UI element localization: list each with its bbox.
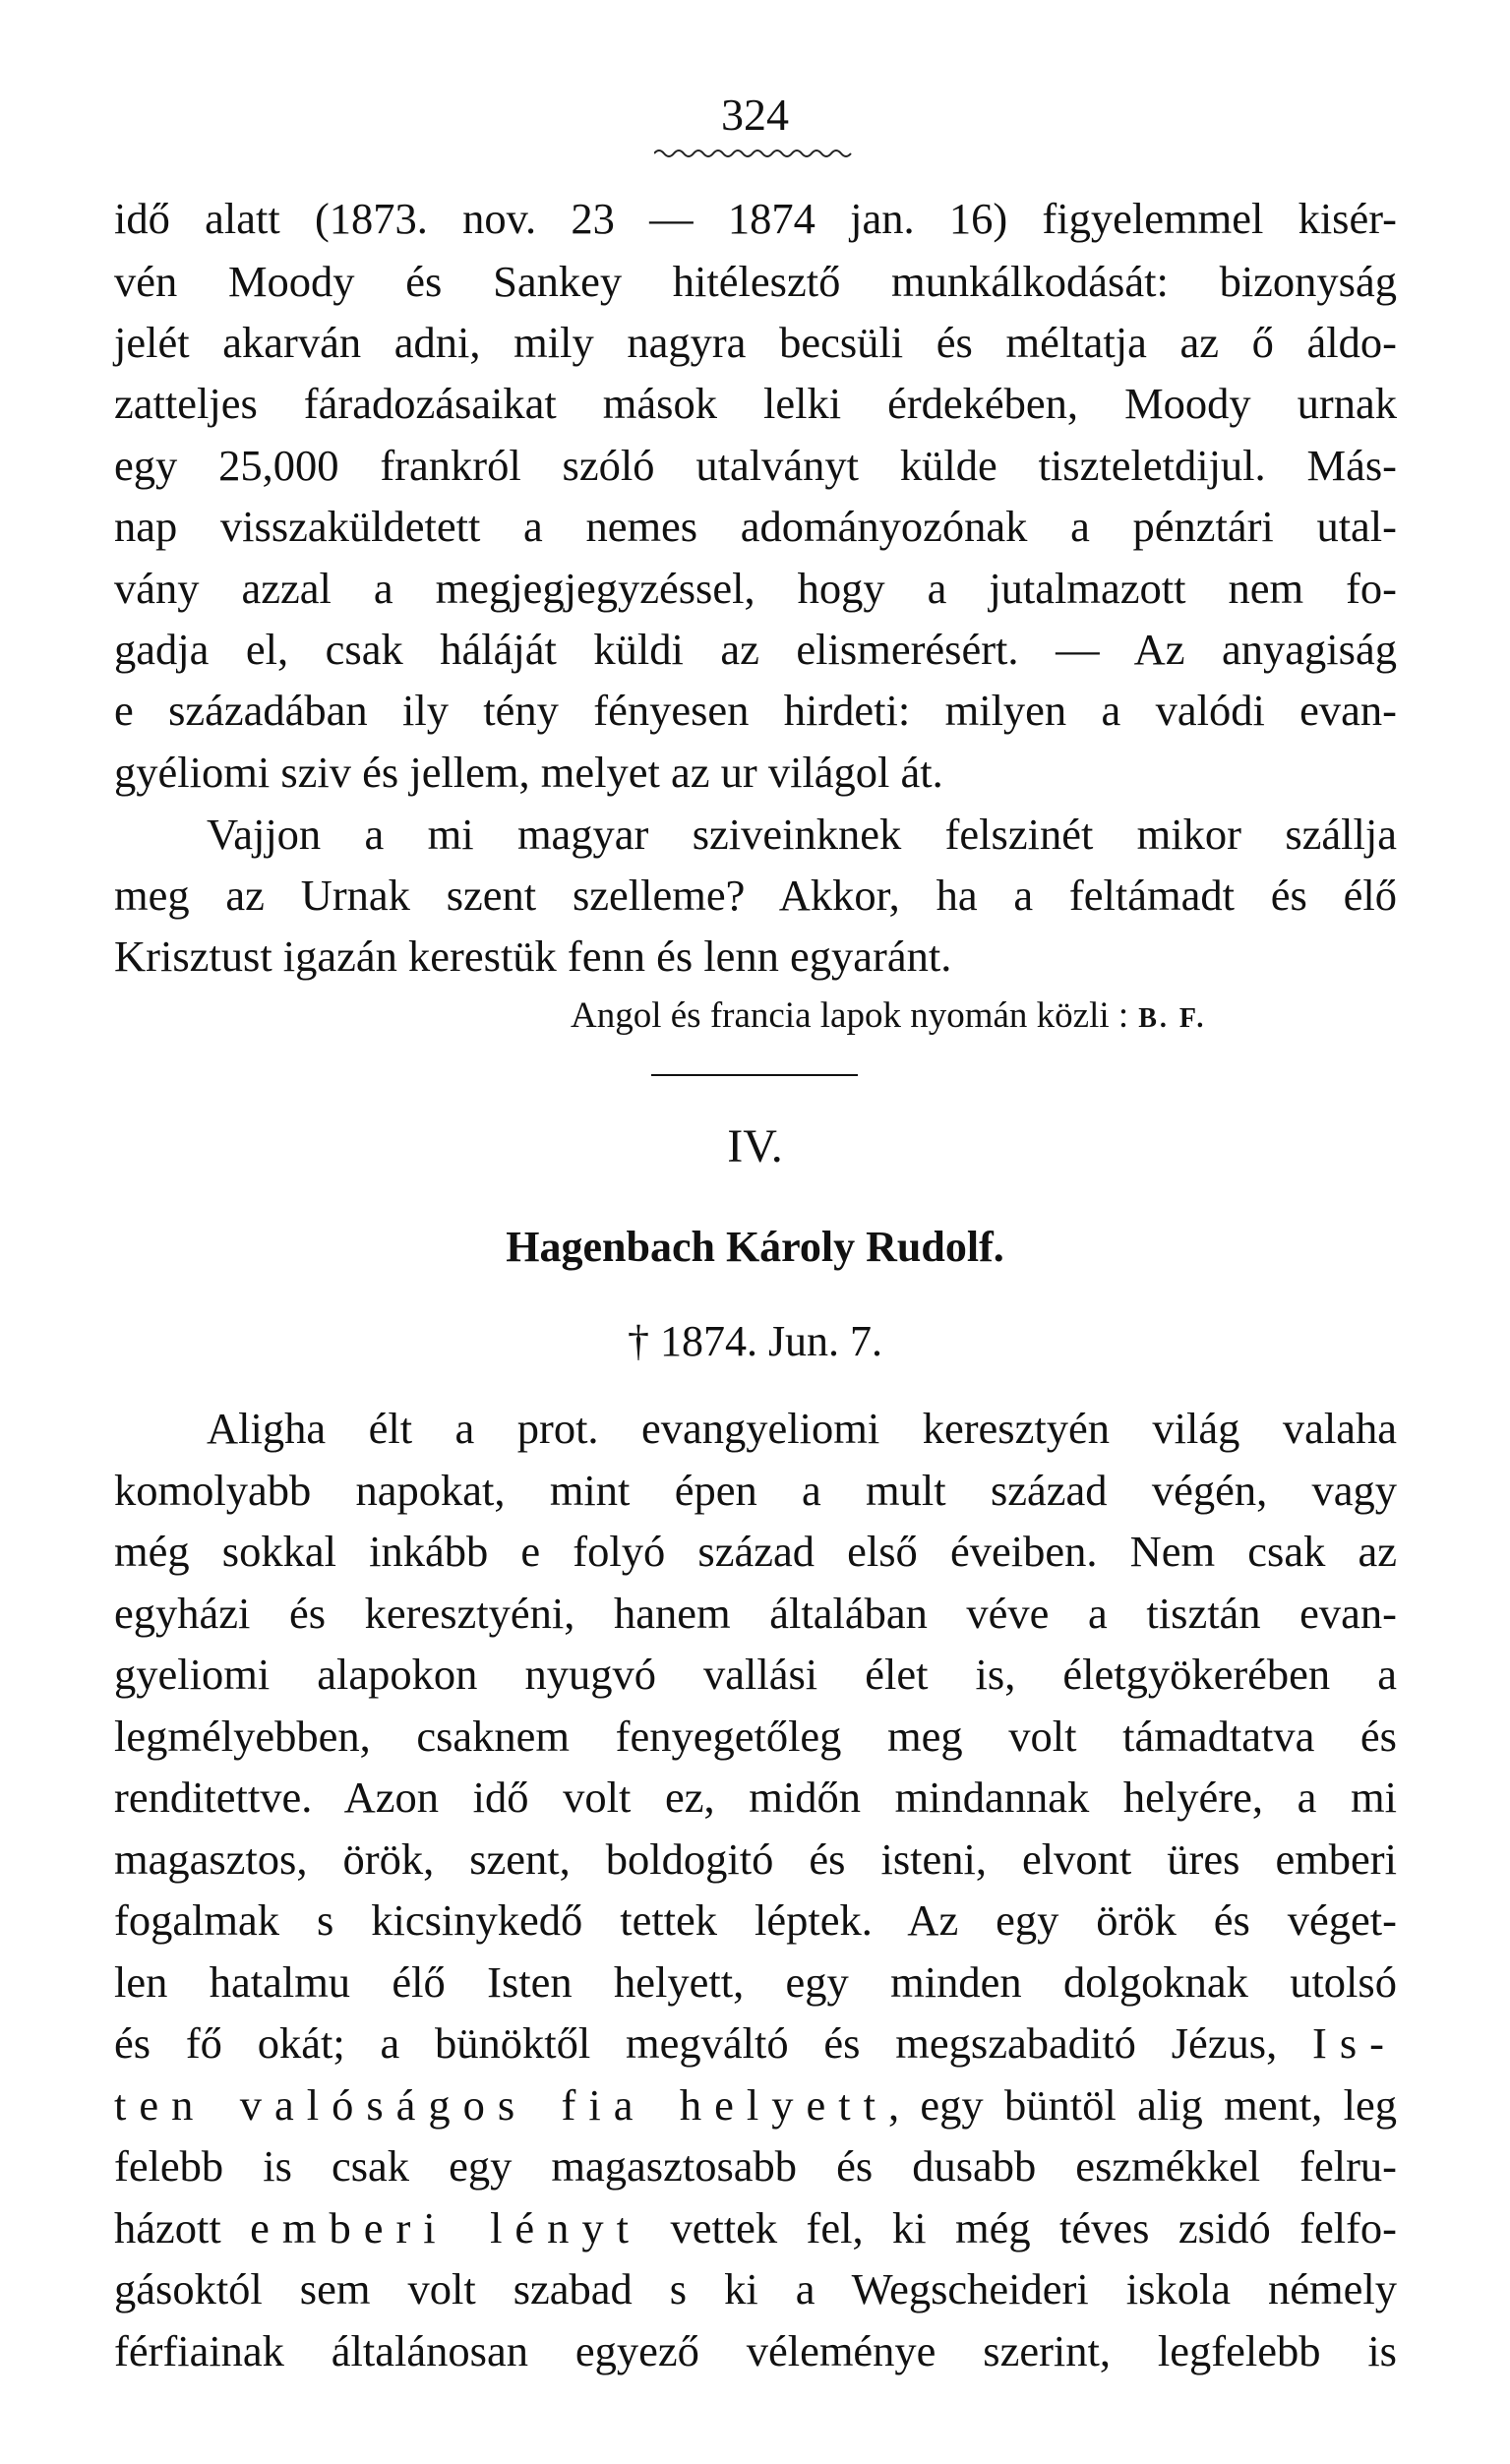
text-line: len hatalmu élő Isten helyett, egy minden dolgoknak utolsó [114,1957,1397,2007]
text-line [114,2013,1397,2073]
text-line: egyházi és keresztyéni, hanem általában véve a tisztán evan- [114,1589,1397,1638]
text-line: magasztos, örök, szent, boldogitó és isteni, elvont üres emberi [114,1834,1397,1884]
text-line: legmélyebben, csaknem fenyegetőleg meg volt támadtatva és [114,1712,1397,1761]
text-line: idő alatt (1873. nov. 23 — 1874 jan. 16) figyelemmel kisér- [114,194,1397,243]
section-number: IV. [727,1120,783,1172]
text-line: gyeliomi alapokon nyugvó vallási élet is, életgyökerében a [114,1650,1397,1699]
attribution [571,992,1206,1044]
text-line: vány azzal a megjegjegyzéssel, hogy a jutalmazott nem fo- [114,564,1397,613]
text-segment: házott [114,2203,251,2253]
text-line: gásoktól sem volt szabad s ki a Wegscheideri iskola némely [114,2264,1397,2314]
section-divider [651,1074,858,1076]
text-line: nap visszaküldetett a nemes adományozónak a pénztári utal- [114,502,1397,551]
text-line [114,2198,1397,2257]
text-line: Vajjon a mi magyar sziveinknek felszinét mikor szállja [207,810,1397,859]
text-segment: , egy büntöl alig ment, leg [887,2080,1397,2130]
text-line: fogalmak s kicsinykedő tettek léptek. Az egy örök és véget- [114,1895,1397,1945]
page-number: 324 [721,90,789,140]
text-line: jelét akarván adni, mily nagyra becsüli és méltatja az ő áldo- [114,318,1397,367]
text-line: gyéliomi sziv és jellem, melyet az ur világol át. [114,748,943,797]
text-line: még sokkal inkább e folyó század első éveiben. Nem csak az [114,1527,1397,1576]
text-line: vén Moody és Sankey hitélesztő munkálkodását: bizonyság [114,257,1397,306]
text-line: meg az Urnak szent szelleme? Akkor, ha a feltámadt és élő [114,871,1397,920]
wavy-ornament-icon [654,146,856,161]
text-line: renditettve. Azon idő volt ez, midőn mindannak helyére, a mi [114,1773,1397,1822]
spaced-text: Is- [1312,2018,1397,2068]
text-line [114,2075,1397,2134]
text-line: férfiainak általánosan egyező véleménye szerint, legfelebb is [114,2326,1397,2375]
text-line: e századában ily tény fényesen hirdeti: milyen a valódi evan- [114,686,1397,735]
text-line: egy 25,000 frankról szóló utalványt külde tiszteletdijul. Más- [114,441,1397,490]
spaced-text: emberi lényt [250,2203,642,2253]
author-initials: B. F. [1138,1003,1207,1034]
text-line: Krisztust igazán kerestük fenn és lenn egyaránt. [114,932,952,981]
death-date: † 1874. Jun. 7. [627,1317,883,1365]
text-line: zatteljes fáradozásaikat mások lelki érdekében, Moody urnak [114,379,1397,428]
attribution-text: Angol és francia lapok nyomán közli : [571,995,1129,1036]
text-line: Aligha élt a prot. evangyeliomi keresztyén világ valaha [207,1404,1397,1453]
text-line: komolyabb napokat, mint épen a mult század végén, vagy [114,1466,1397,1515]
text-line: gadja el, csak háláját küldi az elismerésért. — Az anyagiság [114,625,1397,674]
text-segment: vettek fel, ki még téves zsidó felfo- [641,2203,1397,2253]
text-line: felebb is csak egy magasztosabb és dusabb eszmékkel felru- [114,2141,1397,2191]
section-title: Hagenbach Károly Rudolf. [506,1223,1004,1271]
text-segment: és fő okát; a bünöktől megváltó és megszabaditó Jézus, [114,2018,1313,2068]
spaced-text: ten valóságos fia helyett [114,2080,888,2130]
